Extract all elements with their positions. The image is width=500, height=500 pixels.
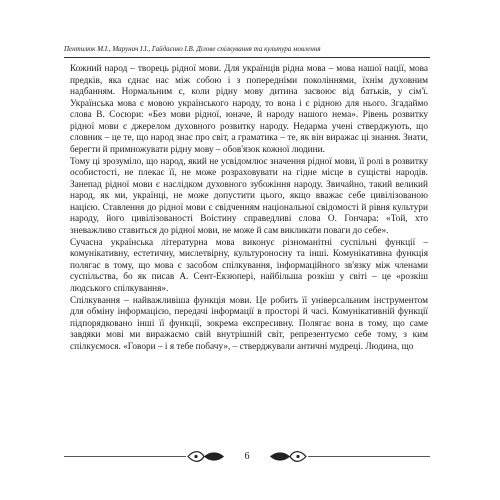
footer-rule-right [308,456,430,457]
header-rule [64,57,430,58]
right-flourish-ornament-icon [268,449,308,464]
footer-rule-left [64,456,186,457]
running-header: Пентилюк М.І., Марунич І.І., Гайдаєнко І.В. Ділове спілкування та культура мовлення [64,45,321,53]
page-footer [64,446,430,468]
page-body [70,64,428,353]
paragraph-3: Сучасна українська літературна мова виконує різноманітні суспільні функції – комунікативну, естетичну, мислетвірну, культуроносну та інші. Комунікативна функція полягає в тому, що мова є засобом спілкування, інформаційного зв'язку між членами суспільства, бо як писав А. Сент-Екзюпері, найбільша розкіш у світі – це «розкіш людського спілкування». [70,237,428,294]
paragraph-1: Кожний народ – творець рідної мови. Для українців рідна мова – мова нашої нації, мова предків, яка єднає нас між собою і з попередніми поколіннями, їхнім духовним надбанням. Нормальним є, коли рідну мову дитина засвоює від батьків, у сім'ї. Українська мова є мовою українського народу, то вона і є рідною для нього. Згадаймо слова В. Сосюри: «Без мови рідної, юначе, й народу нашого нема». Рівень розвитку рідної мови є джерелом духовного розвитку народу. Недарма учені стверджують, що словник – це те, що народ знає про світ, а граматика – те, як він виражає ці знання. Знати, берегти й примножувати рідну мову – обов'язок кожної людини. [70,64,428,155]
paragraph-2: Тому ці зрозуміло, що народ, який не усвідомлює значення рідної мови, її ролі в розвитку особистості, не плекає її, не може розраховувати на гідне місце в сущістві народів. Занепад рідної мови є наслідком духовного зубожіння народу. Звичайно, такий великий народ, як ми, українці, не може допустити цього, якщо вважає себе цивілізованою нацією. Ставлення до рідної мови є свідченням національної свідомості й рівня культури народу, його цивілізованості Воістину справедливі слова О. Гончара: «Той, хто зневажливо ставиться до рідної мови, не може й сам викликати поваги до себе». [70,156,428,236]
left-flourish-ornament-icon [186,449,226,464]
paragraph-4: Спілкування – найважливіша функція мови. Це робить її універсальним інструментом для обміну інформацією, передачі інформації в просторі й часі. Комунікативній функції підпорядковано інші її функції, зокрема експресивну. Полягає вона в тому, що саме завдяки мові ми виражаємо свій внутрішній світ, репрезентуємо себе тому, з ким спілкуємося. «Говори – і я тебе побачу», – стверджували античні мудреці. Людина, що [70,295,428,352]
page-number: 6 [244,451,250,462]
